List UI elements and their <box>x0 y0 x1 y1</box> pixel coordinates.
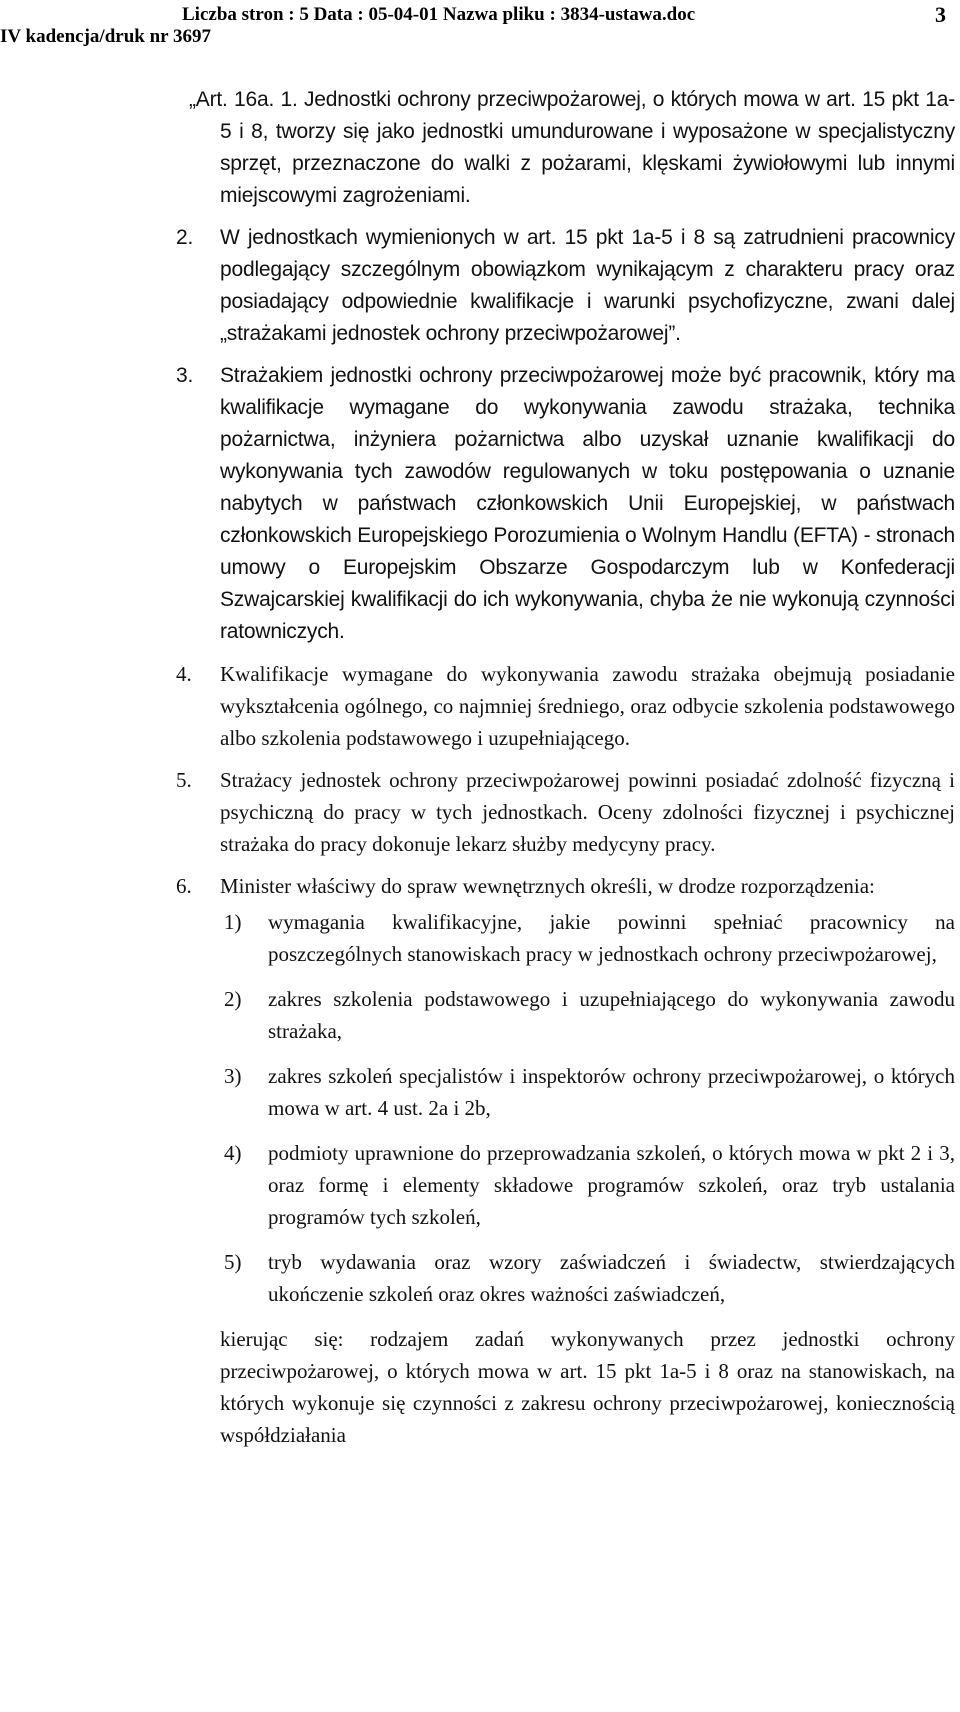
list-item <box>224 1137 955 1233</box>
article-16a-paragraph-3 <box>176 360 955 648</box>
document-druk-line: IV kadencja/druk nr 3697 <box>0 26 211 47</box>
paragraph-text: W jednostkach wymienionych w art. 15 pkt 1a-5 i 8 są zatrudnieni pracownicy podlegający szczególnym obowiązkom wynikającym z charakteru pracy oraz posiadający odpowiednie kwalifikacje i warunki psychofizyczne, zwani dalej „strażakami jednostek ochrony przeciwpożarowej”. <box>220 226 955 345</box>
item-text: podmioty uprawnione do przeprowadzania szkoleń, o których mowa w pkt 2 i 3, oraz formę i elementy składowe programów szkoleń, oraz tryb ustalania programów tych szkoleń, <box>268 1141 955 1229</box>
paragraph-text: Kwalifikacje wymagane do wykonywania zawodu strażaka obejmują posiadanie wykształcenia ogólnego, co najmniej średniego, oraz odbycie szkolenia podstawowego albo szkolenia podstawowego i uzupełniającego. <box>220 662 955 750</box>
item-number: 1) <box>224 910 242 934</box>
article-16a-paragraph-4 <box>176 658 955 754</box>
item-number: 2) <box>224 987 242 1011</box>
item-text: tryb wydawania oraz wzory zaświadczeń i świadectw, stwierdzających ukończenie szkoleń oraz okres ważności zaświadczeń, <box>268 1250 955 1306</box>
article-16a-paragraph-2 <box>176 222 955 350</box>
item-number: 4) <box>224 1141 242 1165</box>
paragraph-text: Strażacy jednostek ochrony przeciwpożarowej powinni posiadać zdolność fizyczną i psychiczną do pracy w tych jednostkach. Oceny zdolności fizycznej i psychicznej strażaka do pracy dokonuje lekarz służby medycyny pracy. <box>220 768 955 856</box>
paragraph-number: 5. <box>176 768 192 792</box>
list-item <box>224 1246 955 1310</box>
paragraph-text: „Art. 16a. 1. Jednostki ochrony przeciwpożarowej, o których mowa w art. 15 pkt 1a-5 i 8, tworzy się jako jednostki umundurowane i wyposażone w specjalistyczny sprzęt, przeznaczone do walki z pożarami, klęskami żywiołowymi lub innymi miejscowymi zagrożeniami. <box>189 88 955 207</box>
item-text: zakres szkolenia podstawowego i uzupełniającego do wykonywania zawodu strażaka, <box>268 987 955 1043</box>
list-item <box>224 1060 955 1124</box>
item-text: zakres szkoleń specjalistów i inspektorów ochrony przeciwpożarowej, o których mowa w art. 4 ust. 2a i 2b, <box>268 1064 955 1120</box>
paragraph-text: Minister właściwy do spraw wewnętrznych określi, w drodze rozporządzenia: <box>220 874 875 898</box>
paragraph-number: 4. <box>176 662 192 686</box>
document-meta-line: Liczba stron : 5 Data : 05-04-01 Nazwa pliku : 3834-ustawa.doc <box>182 4 696 25</box>
item-number: 3) <box>224 1064 242 1088</box>
paragraph-number: 3. <box>176 364 194 387</box>
item-text: wymagania kwalifikacyjne, jakie powinni spełniać pracownicy na poszczególnych stanowiskach pracy w jednostkach ochrony przeciwpożarowej, <box>268 910 955 966</box>
document-body <box>176 84 955 1461</box>
page-number: 3 <box>935 2 946 27</box>
closing-text: kierując się: rodzajem zadań wykonywanych przez jednostki ochrony przeciwpożarowej, o których mowa w art. 15 pkt 1a-5 i 8 oraz na stanowiskach, na których wykonuje się czynności z zakresu ochrony przeciwpożarowej, koniecznością współdziałania <box>220 1327 955 1447</box>
list-item <box>224 906 955 970</box>
paragraph-text: Strażakiem jednostki ochrony przeciwpożarowej może być pracownik, który ma kwalifikacje wymagane do wykonywania zawodu strażaka, technika pożarnictwa, inżyniera pożarnictwa albo uzyskał uznanie kwalifikacji do wykonywania tych zawodów regulowanych w toku postępowania o uznanie nabytych w państwach członkowskich Unii Europejskiej, w państwach członkowskich Europejskiego Porozumienia o Wolnym Handlu (EFTA) - stronach umowy o Europejskim Obszarze Gospodarczym lub w Konfederacji Szwajcarskiej kwalifikacji do ich wykonywania, chyba że nie wykonują czynności ratowniczych. <box>220 364 955 643</box>
article-16a-paragraph-6 <box>176 870 955 1451</box>
article-16a-paragraph-1 <box>189 84 955 212</box>
regulation-items-list <box>224 906 955 1310</box>
item-number: 5) <box>224 1250 242 1274</box>
article-16a-paragraph-5 <box>176 764 955 860</box>
list-item <box>224 983 955 1047</box>
paragraph-number: 6. <box>176 874 192 898</box>
paragraph-number: 2. <box>176 226 194 249</box>
